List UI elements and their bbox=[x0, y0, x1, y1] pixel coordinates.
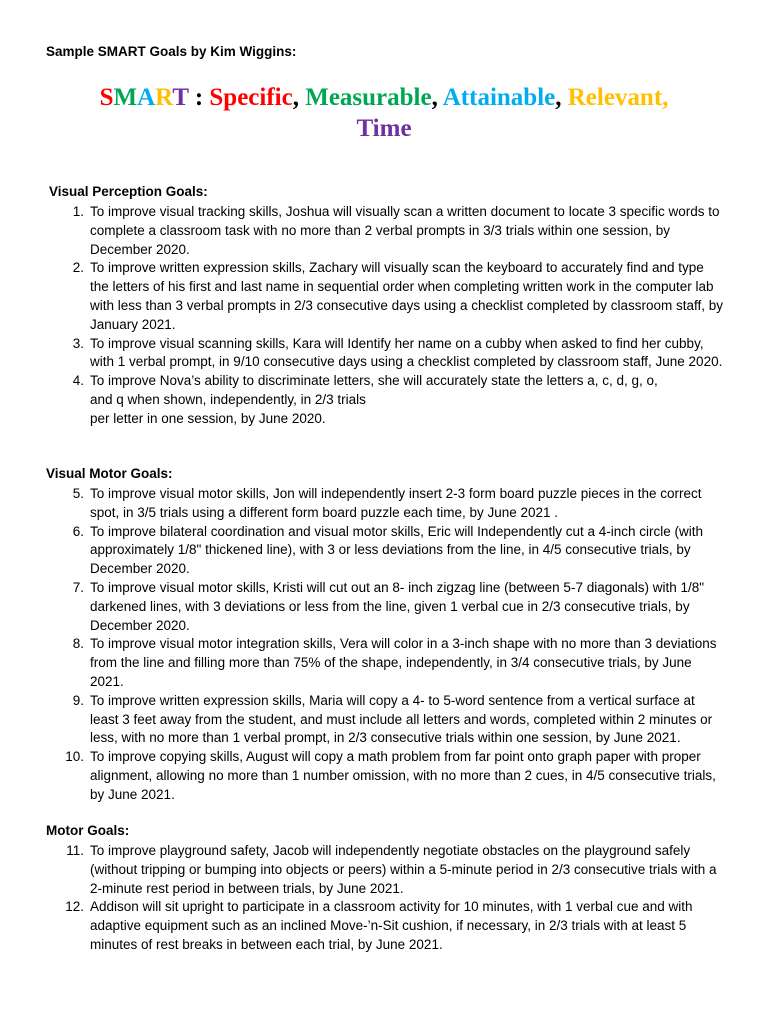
goal-item bbox=[0, 372, 768, 428]
section-heading: Visual Perception Goals: bbox=[49, 184, 208, 199]
goal-item bbox=[0, 485, 768, 523]
goal-text: To improve bilateral coordination and visual motor skills, Eric will Independently cut a 4-inch circle (with approximately 1/8" thickened line), with 3 or less deviations from the line, in 4/5 consecutive trials, by December 2020. bbox=[90, 523, 704, 577]
goal-item bbox=[0, 579, 768, 635]
goal-item bbox=[0, 523, 768, 579]
goal-text bbox=[90, 372, 726, 428]
goal-number: 9. bbox=[72, 692, 84, 708]
goal-item bbox=[0, 203, 768, 259]
goal-text: To improve copying skills, August will copy a math problem from far point onto graph paper with proper alignment, allowing no more than 1 number omission, with no more than 2 cues, in 4/5 consecutive trials, by June 2021. bbox=[90, 749, 716, 802]
goal-number: 10. bbox=[65, 749, 84, 765]
section-heading: Visual Motor Goals: bbox=[46, 466, 173, 481]
goal-text: To improve written expression skills, Zachary will visually scan the keyboard to accurately find and type the letters of his first and last name in sequential order when completing written work in the computer lab with less than 3 verbal prompts in 2/3 consecutive days using a checklist completed by classroom staff, by January 2021. bbox=[90, 260, 724, 332]
goal-item bbox=[0, 335, 768, 373]
goal-text: To improve playground safety, Jacob will independently negotiate obstacles on the playground safely (without tripping or bumping into objects or peers) within a 5-minute period in 2/3 consecutive trials with a 2-minute rest period in between trials, by June 2021. bbox=[90, 843, 717, 896]
goal-item bbox=[0, 692, 768, 748]
goal-text: To improve visual motor skills, Kristi will cut out an 8- inch zigzag line (between 5-7 diagonals) with 1/8" darkened lines, with 3 deviations or less from the line, given 1 verbal cue in 2/3 consecutive trials, by December 2020. bbox=[90, 579, 705, 633]
goal-text: To improve visual scanning skills, Kara will Identify her name on a cubby when asked to find her cubby, with 1 verbal prompt, in 9/10 consecutive days using a checklist completed by classroom staff, June 2020. bbox=[90, 335, 723, 370]
title-letter-a: A bbox=[137, 84, 156, 111]
goal-list bbox=[0, 203, 768, 429]
section-motor bbox=[0, 822, 768, 955]
title-word-measurable: Measurable bbox=[305, 84, 432, 111]
title-comma: , bbox=[555, 84, 568, 111]
goal-item bbox=[0, 748, 768, 804]
title-comma: , bbox=[292, 84, 306, 111]
goal-number: 8. bbox=[72, 636, 84, 652]
goal-item bbox=[0, 842, 768, 898]
goal-list bbox=[0, 842, 768, 955]
document-heading: Sample SMART Goals by Kim Wiggins: bbox=[46, 44, 297, 59]
title-separator: : bbox=[188, 84, 210, 111]
title-letter-t: T bbox=[172, 84, 189, 111]
goal-number: 7. bbox=[72, 579, 84, 595]
section-visual-motor bbox=[0, 465, 768, 805]
goal-number: 3. bbox=[72, 335, 84, 351]
title-word-attainable: Attainable bbox=[442, 84, 556, 111]
title-word-specific: Specific bbox=[209, 84, 293, 111]
goal-item bbox=[0, 898, 768, 954]
title-letter-r: R bbox=[155, 84, 173, 111]
goal-number: 6. bbox=[72, 523, 84, 539]
smart-title bbox=[0, 82, 768, 144]
goal-list bbox=[0, 485, 768, 805]
goal-number: 2. bbox=[72, 260, 84, 276]
title-word-time: Time bbox=[356, 115, 412, 142]
title-word-relevant: Relevant, bbox=[567, 84, 669, 111]
goal-number: 5. bbox=[72, 486, 84, 501]
goal-number: 11. bbox=[66, 843, 84, 858]
section-visual-perception bbox=[0, 183, 768, 429]
goal-item bbox=[0, 635, 768, 691]
goal-text: Addison will sit upright to participate in a classroom activity for 10 minutes, with 1 verbal cue and with adaptive equipment such as an inclined Move-’n-Sit cushion, if necessary, in 2/3 trials with at least 5 minutes of rest breaks in between each trial, by June 2021. bbox=[90, 899, 693, 952]
goal-number: 1. bbox=[72, 204, 84, 219]
goal-number: 4. bbox=[72, 373, 84, 389]
goal-text-line: per letter in one session, by June 2020. bbox=[90, 410, 326, 426]
goal-text: To improve visual motor skills, Jon will independently insert 2-3 form board puzzle pieces in the correct spot, in 3/5 trials using a different form board puzzle each time, by June 2021 . bbox=[90, 486, 702, 520]
title-letter-s: S bbox=[99, 84, 114, 111]
goal-text: To improve visual tracking skills, Joshua will visually scan a written document to locate 3 specific words to complete a classroom task with no more than 2 verbal prompts in 3/3 trials within one session, by December 2020. bbox=[90, 204, 720, 257]
section-heading: Motor Goals: bbox=[46, 823, 130, 838]
goal-item bbox=[0, 259, 768, 334]
goal-number: 12. bbox=[65, 899, 84, 915]
title-letter-m: M bbox=[113, 84, 138, 111]
title-comma: , bbox=[431, 84, 443, 111]
goal-text-line: To improve Nova’s ability to discriminate letters, she will accurately state the letters a, c, d, g, o, bbox=[90, 373, 658, 389]
goal-text-line: and q when shown, independently, in 2/3 trials bbox=[90, 391, 366, 407]
goal-text: To improve written expression skills, Maria will copy a 4- to 5-word sentence from a vertical surface at least 3 feet away from the student, and must include all letters and words, completed within 2 minutes or less, with no more than 1 verbal prompt, in 2/3 consecutive trials within one session, by June 2021. bbox=[90, 692, 713, 746]
goal-text: To improve visual motor integration skills, Vera will color in a 3-inch shape with no more than 3 deviations from the line and filling more than 75% of the shape, independently, in 3/4 consecutive trials, by June 2021. bbox=[90, 636, 717, 689]
